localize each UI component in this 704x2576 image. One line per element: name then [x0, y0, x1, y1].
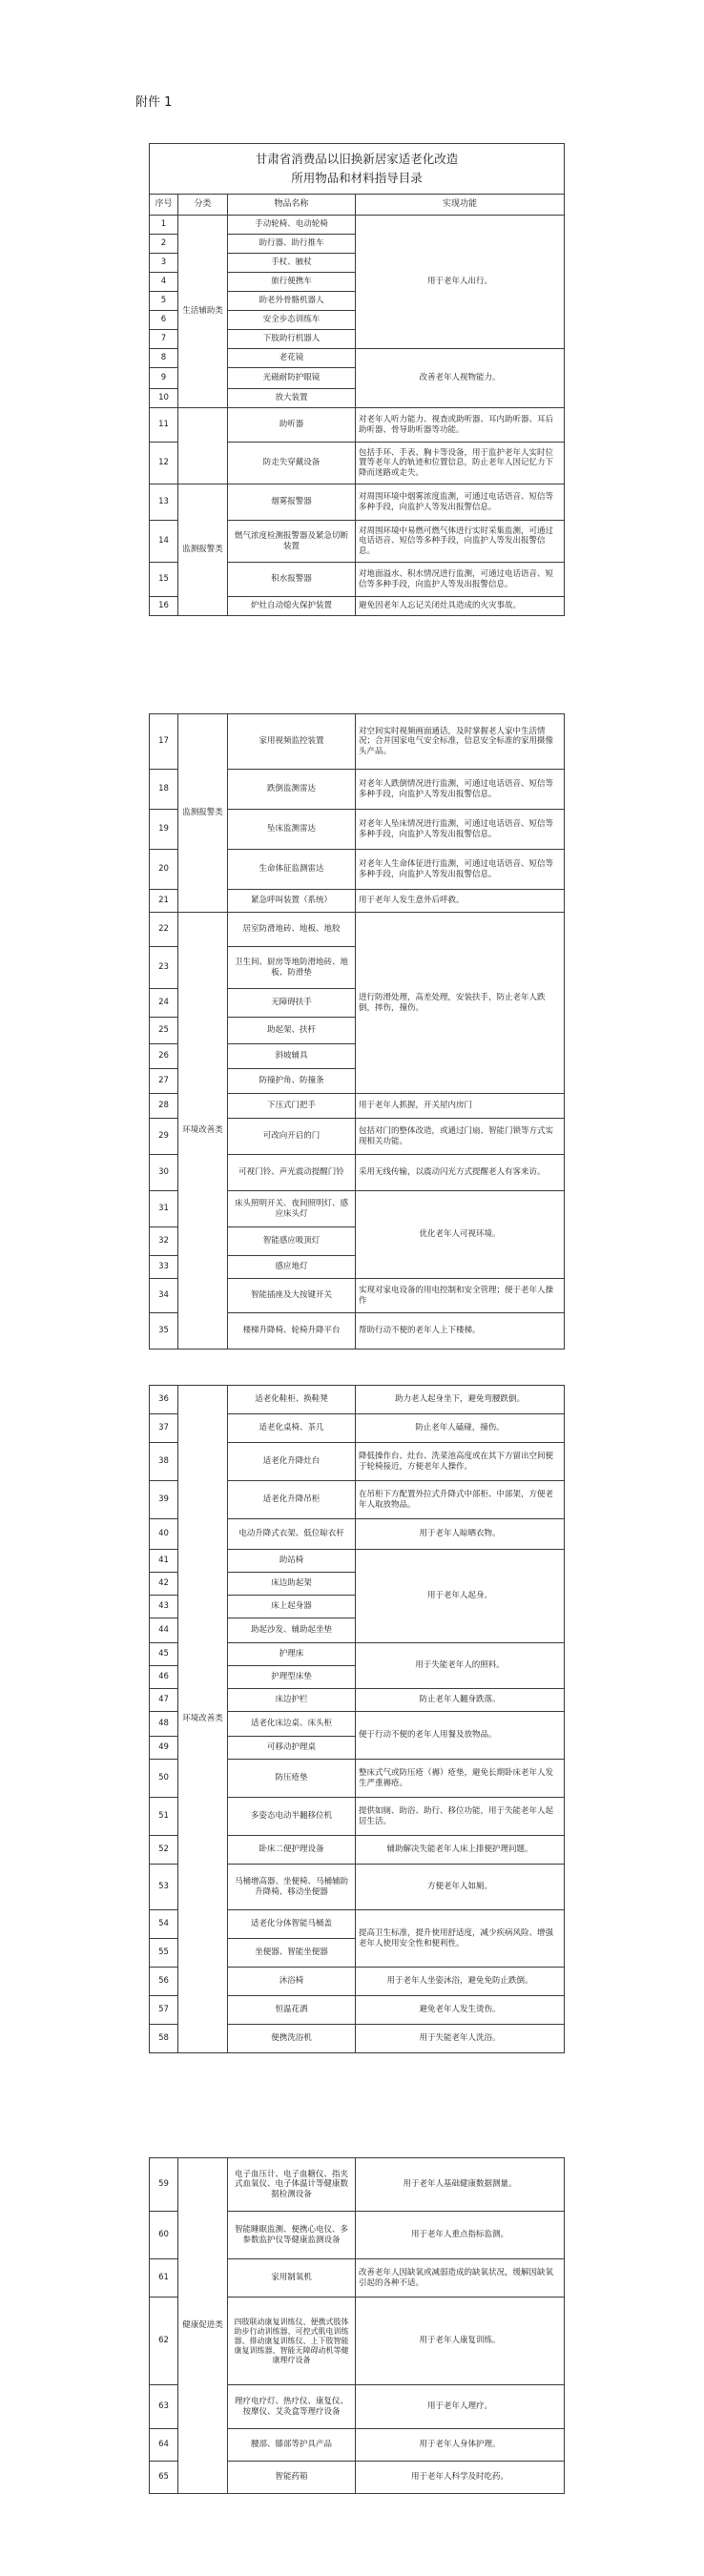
- item-function: 用于老年人发生意外后呼救。: [356, 890, 565, 913]
- item-name: 旅行便携车: [228, 273, 356, 292]
- item-function: 对周围环境中易燃可燃气体进行实时采集监测，可通过电话语音、短信等多种手段，向监护人等发出报警信息。: [356, 521, 565, 563]
- item-name: 防压疮垫: [228, 1760, 356, 1798]
- item-name: 床头照明开关、夜间照明灯、感应床头灯: [228, 1191, 356, 1227]
- item-name: 跌倒监测雷达: [228, 770, 356, 810]
- item-function: 包括对门的整体改造，或通过门扇、智能门锁等方式实现相关功能。: [356, 1119, 565, 1155]
- item-function: 用于老年人理疗。: [356, 2385, 565, 2429]
- table-row: [150, 408, 565, 443]
- row-no: 46: [150, 1666, 178, 1689]
- table-row: [150, 1386, 565, 1414]
- row-no: 51: [150, 1798, 178, 1836]
- item-function: 用于老年人科学及时吃药。: [356, 2462, 565, 2494]
- item-name: 沐浴椅: [228, 1968, 356, 1996]
- row-no: 24: [150, 989, 178, 1018]
- row-no: 15: [150, 563, 178, 597]
- item-name: 居室防滑地砖、地板、地胶: [228, 913, 356, 947]
- category-mobility-cont: [178, 408, 228, 484]
- item-function: 对老年人坠床情况进行监测，可通过电话语音、短信等多种手段，向监护人等发出报警信息。: [356, 810, 565, 850]
- item-name: 护理床: [228, 1643, 356, 1666]
- row-no: 11: [150, 408, 178, 443]
- item-function: 改善老年人因缺氧或减弱造成的缺氧状况，缓解因缺氧引起的各种不适。: [356, 2259, 565, 2298]
- row-no: 48: [150, 1712, 178, 1737]
- item-name: 四肢联动康复训练仪、便携式肢体助步行动训练器、可控式肌电训练器、排动康复训练仪、上下肢智能康复训练器、智能无障碍动机等健康理疗设备: [228, 2298, 356, 2385]
- row-no: 25: [150, 1018, 178, 1044]
- row-no: 53: [150, 1865, 178, 1910]
- item-name: 家用视频监控装置: [228, 714, 356, 770]
- row-no: 5: [150, 292, 178, 311]
- item-name: 楼梯升降椅、轮椅升降平台: [228, 1313, 356, 1350]
- item-function: 对空间实时视频画面通话，及时掌握老人家中生活情况；合并国家电气安全标准，信息安全标准的家用摄像头产品。: [356, 714, 565, 770]
- row-no: 32: [150, 1227, 178, 1256]
- row-no: 43: [150, 1596, 178, 1618]
- item-name: 助起沙发、辅助起坐垫: [228, 1618, 356, 1643]
- row-no: 37: [150, 1414, 178, 1443]
- group-function: 提高卫生标准，提升使用舒适度，减少疾病风险、增强老年人使用安全性和便利性。: [356, 1910, 565, 1968]
- item-name: 智能感应吸顶灯: [228, 1227, 356, 1256]
- catalog-title: [150, 144, 565, 195]
- catalog-table-part-4: [149, 2157, 565, 2494]
- row-no: 52: [150, 1836, 178, 1865]
- item-function: 对老年人听力能力、视查或助听器、耳内助听器、耳后助听器、骨导助听器等功能。: [356, 408, 565, 443]
- row-no: 30: [150, 1155, 178, 1191]
- item-name: 电动升降式衣架、低位晾衣杆: [228, 1519, 356, 1550]
- item-name: 智能药箱: [228, 2462, 356, 2494]
- header-category: 分类: [178, 195, 228, 216]
- item-name: 护理型床垫: [228, 1666, 356, 1689]
- item-name: 放大装置: [228, 389, 356, 408]
- item-name: 卫生间、厨房等地防滑地砖、地板、防滑垫: [228, 947, 356, 989]
- row-no: 39: [150, 1481, 178, 1519]
- row-no: 40: [150, 1519, 178, 1550]
- item-name: 助行器、助行推车: [228, 235, 356, 254]
- item-function: 避免老年人发生烫伤。: [356, 1996, 565, 2025]
- row-no: 1: [150, 216, 178, 235]
- row-no: 45: [150, 1643, 178, 1666]
- row-no: 7: [150, 330, 178, 349]
- item-name: 生命体征监测雷达: [228, 850, 356, 890]
- row-no: 35: [150, 1313, 178, 1350]
- item-name: 防走失穿戴设备: [228, 443, 356, 484]
- row-no: 10: [150, 389, 178, 408]
- item-name: 感应地灯: [228, 1256, 356, 1279]
- item-name: 马桶增高器、坐便椅、马桶辅助升降椅、移动坐便器: [228, 1865, 356, 1910]
- attachment-label: 附件 1: [135, 95, 173, 110]
- row-no: 62: [150, 2298, 178, 2385]
- row-no: 22: [150, 913, 178, 947]
- row-no: 8: [150, 349, 178, 368]
- row-no: 2: [150, 235, 178, 254]
- row-no: 16: [150, 597, 178, 616]
- row-no: 12: [150, 443, 178, 484]
- group-function: 改善老年人视物能力。: [356, 349, 565, 408]
- row-no: 13: [150, 484, 178, 521]
- item-name: 积水报警器: [228, 563, 356, 597]
- row-no: 47: [150, 1689, 178, 1712]
- item-function: 用于失能老年人洗浴。: [356, 2025, 565, 2053]
- row-no: 29: [150, 1119, 178, 1155]
- item-function: 防止老年人磕碰，撞伤。: [356, 1414, 565, 1443]
- item-function: 在吊柜下方配置外拉式升降式中部柜、中部架，方便老年人取放物品。: [356, 1481, 565, 1519]
- row-no: 3: [150, 254, 178, 273]
- catalog-table-part-1: [149, 143, 565, 616]
- item-name: 适老化床边桌、床头柜: [228, 1712, 356, 1737]
- row-no: 19: [150, 810, 178, 850]
- table-row: [150, 714, 565, 770]
- category-environment-a: 环境改善类: [178, 913, 228, 1350]
- item-function: 采用无线传输，以震动闪光方式提醒老人有客来访。: [356, 1155, 565, 1191]
- row-no: 65: [150, 2462, 178, 2494]
- item-name: 家用制氧机: [228, 2259, 356, 2298]
- item-name: 恒温花洒: [228, 1996, 356, 2025]
- item-name: 手动轮椅、电动轮椅: [228, 216, 356, 235]
- row-no: 50: [150, 1760, 178, 1798]
- row-no: 23: [150, 947, 178, 989]
- item-function: 帮助行动不便的老年人上下楼梯。: [356, 1313, 565, 1350]
- item-name: 无障碍扶手: [228, 989, 356, 1018]
- item-function: 对老年人生命体征进行监测，可通过电话语音、短信等多种手段，向监护人等发出报警信息。: [356, 850, 565, 890]
- item-name: 适老化升降灶台: [228, 1443, 356, 1481]
- row-no: 57: [150, 1996, 178, 2025]
- row-no: 60: [150, 2212, 178, 2259]
- row-no: 55: [150, 1939, 178, 1968]
- item-function: 对周围环境中烟雾浓度监测，可通过电话语音、短信等多种手段，向监护人等发出报警信息。: [356, 484, 565, 521]
- item-name: 下肢助行机器人: [228, 330, 356, 349]
- row-no: 33: [150, 1256, 178, 1279]
- item-name: 坠床监测雷达: [228, 810, 356, 850]
- row-no: 58: [150, 2025, 178, 2053]
- group-function: 用于失能老年人的照料。: [356, 1643, 565, 1689]
- item-name: 可改向开启的门: [228, 1119, 356, 1155]
- item-function: 避免因老年人忘记关闭灶具造成的火灾事故。: [356, 597, 565, 616]
- header-function: 实现功能: [356, 195, 565, 216]
- category-monitor: 监测报警类: [178, 484, 228, 616]
- item-name: 紧急呼叫装置（系统）: [228, 890, 356, 913]
- item-name: 床边护栏: [228, 1689, 356, 1712]
- row-no: 26: [150, 1044, 178, 1069]
- catalog-table-part-2: [149, 713, 565, 1350]
- table-row: [150, 484, 565, 521]
- row-no: 41: [150, 1550, 178, 1573]
- item-function: 辅助解决失能老年人床上排便护理问题。: [356, 1836, 565, 1865]
- row-no: 4: [150, 273, 178, 292]
- row-no: 44: [150, 1618, 178, 1643]
- row-no: 49: [150, 1737, 178, 1760]
- item-name: 适老化桌椅、茶几: [228, 1414, 356, 1443]
- row-no: 17: [150, 714, 178, 770]
- item-function: 用于老年人身体护理。: [356, 2429, 565, 2462]
- row-no: 42: [150, 1573, 178, 1596]
- item-name: 多姿态电动半翻移位机: [228, 1798, 356, 1836]
- item-name: 适老化升降吊柜: [228, 1481, 356, 1519]
- item-function: 对地面溢水、积水情况进行监测，可通过电话语音、短信等多种手段，向监护人等发出报警信息。: [356, 563, 565, 597]
- row-no: 6: [150, 311, 178, 330]
- item-name: 烟雾报警器: [228, 484, 356, 521]
- category-environment-b: 环境改善类: [178, 1386, 228, 2053]
- table-row: [150, 913, 565, 947]
- item-name: 老花镜: [228, 349, 356, 368]
- item-name: 助听器: [228, 408, 356, 443]
- row-no: 9: [150, 368, 178, 389]
- item-name: 腰部、膝部等护具产品: [228, 2429, 356, 2462]
- item-function: 包括手环、手表、胸卡等设备，用于监护老年人实时位置等老年人的轨迹和位置信息，防止老年人因记忆力下降而迷路或走失。: [356, 443, 565, 484]
- group-function: 便于行动不便的老年人用餐及放物品。: [356, 1712, 565, 1760]
- row-no: 20: [150, 850, 178, 890]
- item-name: 防撞护角、防撞条: [228, 1069, 356, 1094]
- row-no: 28: [150, 1094, 178, 1119]
- header-row: [150, 195, 565, 216]
- row-no: 21: [150, 890, 178, 913]
- table-row: [150, 216, 565, 235]
- item-name: 下压式门把手: [228, 1094, 356, 1119]
- category-monitor-2: 监测报警类: [178, 714, 228, 913]
- item-name: 电子血压计、电子血糖仪、指夹式血氧仪、电子体温计等健康数据检测设备: [228, 2158, 356, 2212]
- item-name: 手杖、腋杖: [228, 254, 356, 273]
- row-no: 54: [150, 1910, 178, 1939]
- item-function: 实现对家电设备的用电控制和安全管理；便于老年人操作: [356, 1279, 565, 1313]
- item-function: 降低操作台、灶台、洗菜池高度或在其下方留出空间便于轮椅接近，方便老年人操作。: [356, 1443, 565, 1481]
- table-row: [150, 2158, 565, 2212]
- catalog-table-part-3: [149, 1385, 565, 2053]
- group-function: 优化老年人可视环境。: [356, 1191, 565, 1279]
- item-function: 助力老人起身坐下，避免弯腰跌倒。: [356, 1386, 565, 1414]
- title-line-1: 甘肃省消费品以旧换新居家适老化改造: [255, 152, 459, 166]
- item-function: 用于老年人坐姿沐浴，避免免防止跌倒。: [356, 1968, 565, 1996]
- item-name: 安全步态训练车: [228, 311, 356, 330]
- row-no: 27: [150, 1069, 178, 1094]
- row-no: 64: [150, 2429, 178, 2462]
- row-no: 59: [150, 2158, 178, 2212]
- row-no: 34: [150, 1279, 178, 1313]
- row-no: 38: [150, 1443, 178, 1481]
- item-name: 适老化鞋柜、换鞋凳: [228, 1386, 356, 1414]
- item-function: 用于老年人基础健康数据测量。: [356, 2158, 565, 2212]
- item-name: 可视门铃、声光震动提醒门铃: [228, 1155, 356, 1191]
- item-name: 智能睡眠监测、便携心电仪、多参数监护仪等健康监测设备: [228, 2212, 356, 2259]
- item-function: 用于老年人晾晒衣物。: [356, 1519, 565, 1550]
- group-function: 用于老年人起身。: [356, 1550, 565, 1643]
- row-no: 36: [150, 1386, 178, 1414]
- row-no: 14: [150, 521, 178, 563]
- item-name: 便携洗浴机: [228, 2025, 356, 2053]
- item-function: 对老年人跌倒情况进行监测，可通过电话语音、短信等多种手段，向监护人等发出报警信息。: [356, 770, 565, 810]
- item-name: 坐便器、智能坐便器: [228, 1939, 356, 1968]
- header-name: 物品名称: [228, 195, 356, 216]
- item-function: 整床式气或防压疮（褥）疮垫，避免长期卧床老年人发生严重褥疮。: [356, 1760, 565, 1798]
- title-line-2: 所用物品和材料指导目录: [291, 171, 423, 185]
- category-health: 健康促进类: [178, 2158, 228, 2494]
- item-name: 光磁耐防护眼镜: [228, 368, 356, 389]
- item-name: 助老外骨骼机器人: [228, 292, 356, 311]
- item-name: 理疗电疗灯、热疗仪、康复仪、按摩仪、艾灸盒等理疗设备: [228, 2385, 356, 2429]
- item-name: 床上起身器: [228, 1596, 356, 1618]
- row-no: 61: [150, 2259, 178, 2298]
- item-function: 用于老年人重点指标监测。: [356, 2212, 565, 2259]
- item-name: 卧床二便护理设备: [228, 1836, 356, 1865]
- item-name: 助站椅: [228, 1550, 356, 1573]
- item-name: 斜坡辅具: [228, 1044, 356, 1069]
- group-function: 进行防滑处理，高差处理，安装扶手，防止老年人跌倒，摔伤，撞伤。: [356, 913, 565, 1094]
- item-function: 用于老年人康复训练。: [356, 2298, 565, 2385]
- category-mobility: 生活辅助类: [178, 216, 228, 408]
- item-name: 可移动护理桌: [228, 1737, 356, 1760]
- item-name: 智能插座及大按键开关: [228, 1279, 356, 1313]
- item-function: 用于老年人抓握，开关屋内房门: [356, 1094, 565, 1119]
- item-name: 助起架、扶杆: [228, 1018, 356, 1044]
- header-no: 序号: [150, 195, 178, 216]
- row-no: 31: [150, 1191, 178, 1227]
- item-function: 提供如厕、助浴、助行、移位功能，用于失能老年人起居生活。: [356, 1798, 565, 1836]
- item-name: 床边助起架: [228, 1573, 356, 1596]
- item-name: 燃气浓度检测报警器及紧急切断装置: [228, 521, 356, 563]
- item-function: 防止老年人翻身跌落。: [356, 1689, 565, 1712]
- row-no: 18: [150, 770, 178, 810]
- group-function: 用于老年人出行。: [356, 216, 565, 349]
- item-name: 适老化分体智能马桶盖: [228, 1910, 356, 1939]
- row-no: 56: [150, 1968, 178, 1996]
- item-function: 方便老年人如厕。: [356, 1865, 565, 1910]
- item-name: 炉灶自动熄火保护装置: [228, 597, 356, 616]
- row-no: 63: [150, 2385, 178, 2429]
